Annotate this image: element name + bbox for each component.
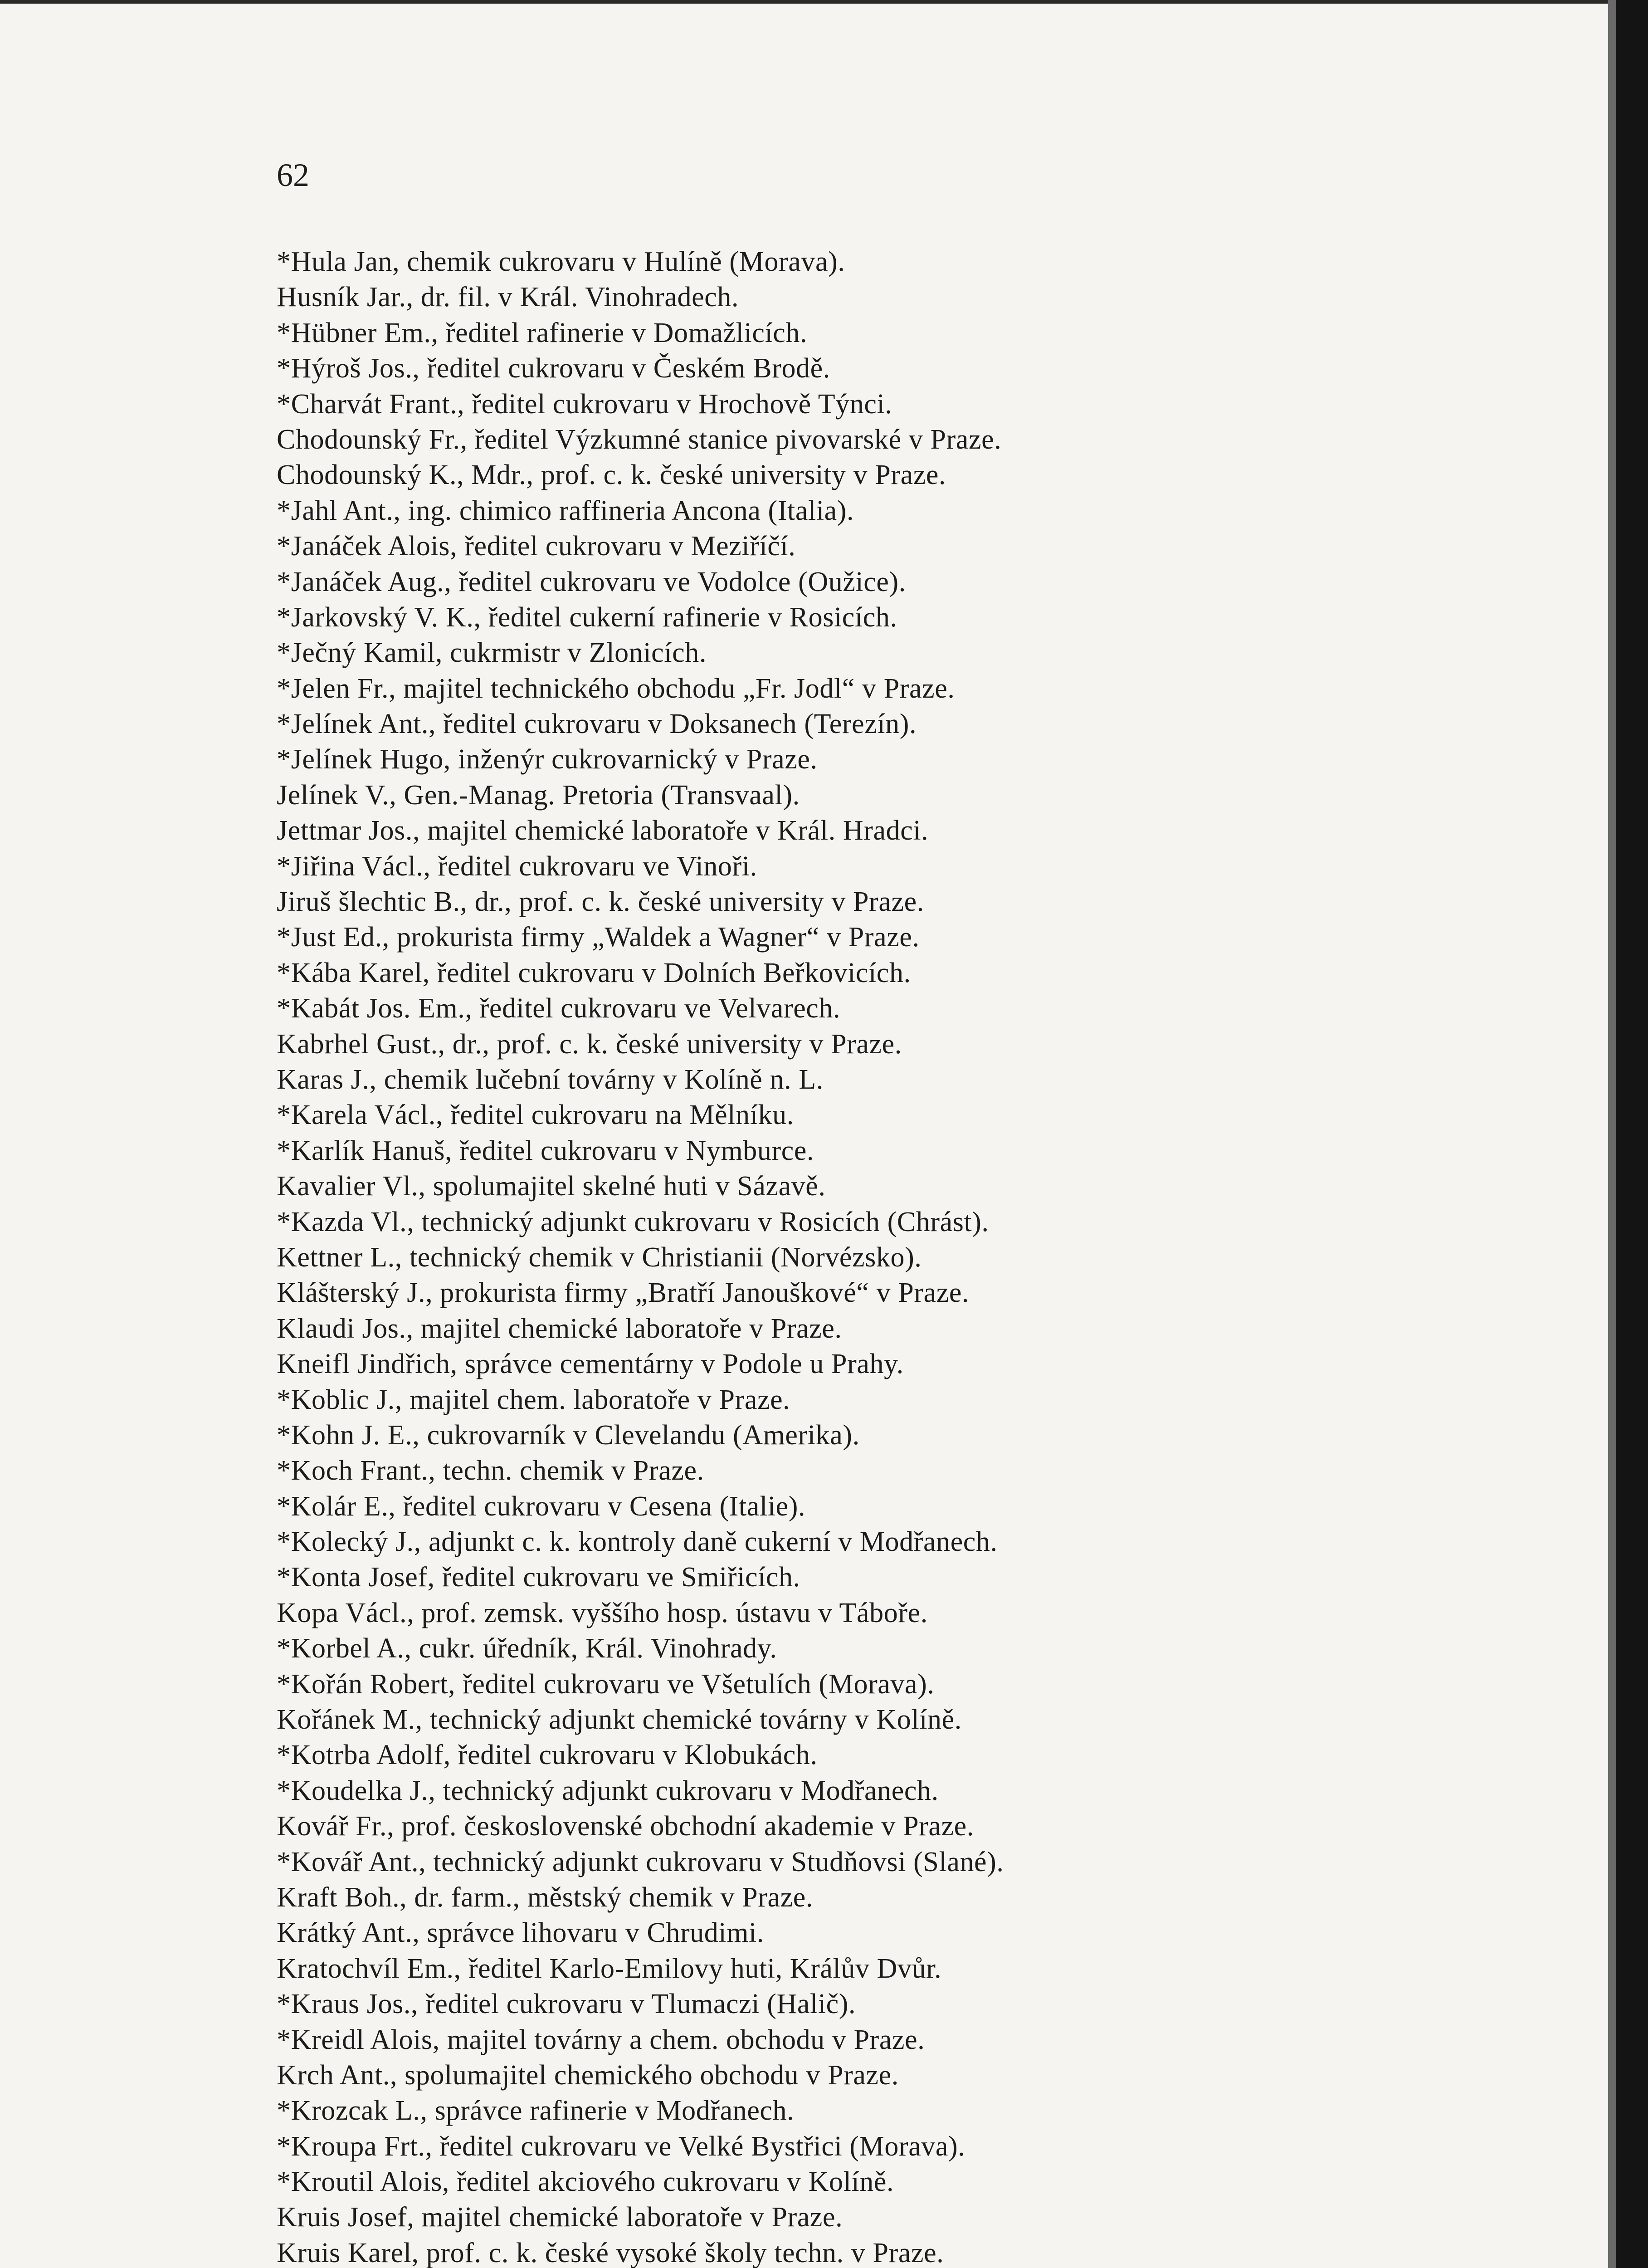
list-item: *Kolár E., ředitel cukrovaru v Cesena (Italie). <box>277 1491 806 1522</box>
list-item: Kraft Boh., dr. farm., městský chemik v Praze. <box>277 1882 813 1913</box>
list-item: *Hula Jan, chemik cukrovaru v Hulíně (Morava). <box>277 246 845 277</box>
list-item: *Koblic J., majitel chem. laboratoře v Praze. <box>277 1384 790 1415</box>
list-item: *Kotrba Adolf, ředitel cukrovaru v Klobukách. <box>277 1740 818 1771</box>
list-item: Jettmar Jos., majitel chemické laboratoře v Král. Hradci. <box>277 815 929 846</box>
list-item: Krátký Ant., správce lihovaru v Chrudimi. <box>277 1917 764 1949</box>
list-item: Jelínek V., Gen.-Manag. Pretoria (Transvaal). <box>277 779 800 811</box>
list-item: *Karlík Hanuš, ředitel cukrovaru v Nymburce. <box>277 1135 814 1166</box>
list-item: Kruis Josef, majitel chemické laboratoře v Praze. <box>277 2202 843 2233</box>
list-item: *Kazda Vl., technický adjunkt cukrovaru v Rosicích (Chrást). <box>277 1206 989 1237</box>
list-item: *Jelínek Ant., ředitel cukrovaru v Doksanech (Terezín). <box>277 709 917 740</box>
list-item: Kovář Fr., prof. československé obchodní akademie v Praze. <box>277 1811 974 1842</box>
scan-edge-shadow <box>1608 0 1616 2268</box>
list-item: *Kabát Jos. Em., ředitel cukrovaru ve Velvarech. <box>277 993 841 1024</box>
list-item: Kabrhel Gust., dr., prof. c. k. české university v Praze. <box>277 1028 902 1060</box>
list-item: *Kohn J. E., cukrovarník v Clevelandu (Amerika). <box>277 1419 860 1451</box>
list-item: *Koudelka J., technický adjunkt cukrovaru v Modřanech. <box>277 1775 939 1806</box>
list-item: *Kovář Ant., technický adjunkt cukrovaru v Studňovsi (Slané). <box>277 1846 1004 1877</box>
list-item: Karas J., chemik lučební továrny v Kolíně n. L. <box>277 1064 824 1095</box>
list-item: *Jarkovský V. K., ředitel cukerní rafinerie v Rosicích. <box>277 601 897 633</box>
list-item: *Korbel A., cukr. úředník, Král. Vinohrady. <box>277 1633 777 1664</box>
list-item: Kettner L., technický chemik v Christianii (Norvézsko). <box>277 1242 922 1273</box>
list-item: *Charvát Frant., ředitel cukrovaru v Hrochově Týnci. <box>277 388 892 420</box>
list-item: Kneifl Jindřich, správce cementárny v Podole u Prahy. <box>277 1349 904 1380</box>
list-item: *Janáček Aug., ředitel cukrovaru ve Vodolce (Oužice). <box>277 566 906 597</box>
list-item: *Karela Václ., ředitel cukrovaru na Mělníku. <box>277 1100 794 1131</box>
list-item: Jiruš šlechtic B., dr., prof. c. k. české university v Praze. <box>277 886 924 918</box>
list-item: *Kraus Jos., ředitel cukrovaru v Tlumaczi (Halič). <box>277 1989 856 2020</box>
member-list <box>277 244 1252 2268</box>
list-item: *Kroupa Frt., ředitel cukrovaru ve Velké Bystřici (Morava). <box>277 2131 965 2162</box>
list-item: Klášterský J., prokurista firmy „Bratří Janouškové“ v Praze. <box>277 1277 970 1309</box>
list-item: *Jiřina Václ., ředitel cukrovaru ve Vinoři. <box>277 850 757 882</box>
list-item: *Kreidl Alois, majitel továrny a chem. obchodu v Praze. <box>277 2024 925 2055</box>
list-item: *Hübner Em., ředitel rafinerie v Domažlicích. <box>277 317 808 348</box>
list-item: Chodounský Fr., ředitel Výzkumné stanice pivovarské v Praze. <box>277 424 1002 455</box>
scan-edge-top <box>0 0 1648 4</box>
list-item: *Jelen Fr., majitel technického obchodu „Fr. Jodl“ v Praze. <box>277 673 955 704</box>
list-item: Chodounský K., Mdr., prof. c. k. české university v Praze. <box>277 459 946 491</box>
list-item: *Hýroš Jos., ředitel cukrovaru v Českém Brodě. <box>277 353 830 384</box>
list-item: Krch Ant., spolumajitel chemického obchodu v Praze. <box>277 2059 899 2091</box>
page-number: 62 <box>277 157 309 193</box>
list-item: *Kořán Robert, ředitel cukrovaru ve Všetulích (Morava). <box>277 1668 935 1700</box>
list-item: Kopa Václ., prof. zemsk. vyššího hosp. ústavu v Táboře. <box>277 1597 928 1628</box>
list-item: Kratochvíl Em., ředitel Karlo-Emilovy huti, Králův Dvůr. <box>277 1953 942 1984</box>
list-item: *Koch Frant., techn. chemik v Praze. <box>277 1455 704 1486</box>
list-item: *Ječný Kamil, cukrmistr v Zlonicích. <box>277 637 707 669</box>
list-item: Kruis Karel, prof. c. k. české vysoké školy techn. v Praze. <box>277 2237 944 2268</box>
list-item: *Kába Karel, ředitel cukrovaru v Dolních Beřkovicích. <box>277 957 911 988</box>
list-item: *Just Ed., prokurista firmy „Waldek a Wagner“ v Praze. <box>277 922 920 953</box>
list-item: Kořánek M., technický adjunkt chemické továrny v Kolíně. <box>277 1704 962 1735</box>
list-item: *Jelínek Hugo, inženýr cukrovarnický v Praze. <box>277 744 818 775</box>
list-item: *Janáček Alois, ředitel cukrovaru v Meziříčí. <box>277 531 796 562</box>
list-item: Klaudi Jos., majitel chemické laboratoře v Praze. <box>277 1313 842 1344</box>
list-item: Husník Jar., dr. fil. v Král. Vinohradech. <box>277 282 739 313</box>
list-item: *Jahl Ant., ing. chimico raffineria Ancona (Italia). <box>277 495 854 526</box>
list-item: *Konta Josef, ředitel cukrovaru ve Smiřicích. <box>277 1562 800 1593</box>
list-item: *Kolecký J., adjunkt c. k. kontroly daně cukerní v Modřanech. <box>277 1526 998 1558</box>
scan-edge-right <box>1616 0 1648 2268</box>
list-item: *Krozcak L., správce rafinerie v Modřanech. <box>277 2095 795 2126</box>
list-item: *Kroutil Alois, ředitel akciového cukrovaru v Kolíně. <box>277 2166 894 2198</box>
list-item: Kavalier Vl., spolumajitel skelné huti v Sázavě. <box>277 1171 826 1202</box>
